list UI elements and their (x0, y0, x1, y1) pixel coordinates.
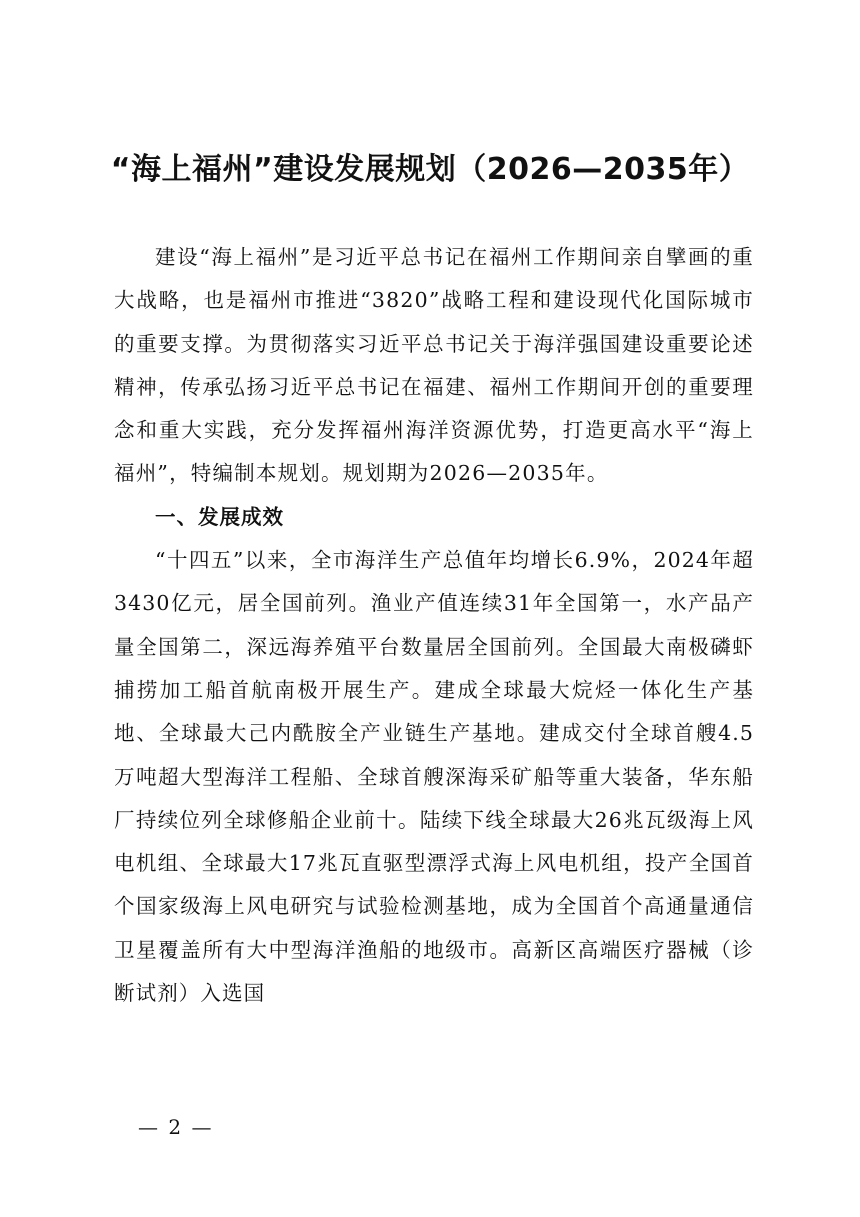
document-title: “海上福州”建设发展规划（2026—2035年） (110, 152, 750, 187)
intro-paragraph: 建设“海上福州”是习近平总书记在福州工作期间亲自擘画的重大战略，也是福州市推进“3820”战略工程和建设现代化国际城市的重要支撑。为贯彻落实习近平总书记关于海洋强国建设重要论述精神，传承弘扬习近平总书记在福建、福州工作期间开创的重要理念和重大实践，充分发挥福州海洋资源优势，打造更高水平“海上福州”，特编制本规划。规划期为2026—2035年。 (114, 245, 754, 486)
section-heading-development-results: 一、发展成效 (155, 504, 284, 529)
development-results-paragraph: “十四五”以来，全市海洋生产总值年均增长6.9%，2024年超3430亿元，居全国前列。渔业产值连续31年全国第一，水产品产量全国第二，深远海养殖平台数量居全国前列。全国最大南极磷虾捕捞加工船首航南极开展生产。建成全球最大烷烃一体化生产基地、全球最大己内酰胺全产业链生产基地。建成交付全球首艘4.5万吨超大型海洋工程船、全球首艘深海采矿船等重大装备，华东船厂持续位列全球修船企业前十。陆续下线全球最大26兆瓦级海上风电机组、全球最大17兆瓦直驱型漂浮式海上风电机组，投产全国首个国家级海上风电研究与试验检测基地，成为全国首个高通量通信卫星覆盖所有大中型海洋渔船的地级市。高新区高端医疗器械（诊断试剂）入选国 (114, 548, 754, 1006)
page-number: — 2 — (138, 1115, 214, 1139)
document-body (114, 236, 754, 1015)
